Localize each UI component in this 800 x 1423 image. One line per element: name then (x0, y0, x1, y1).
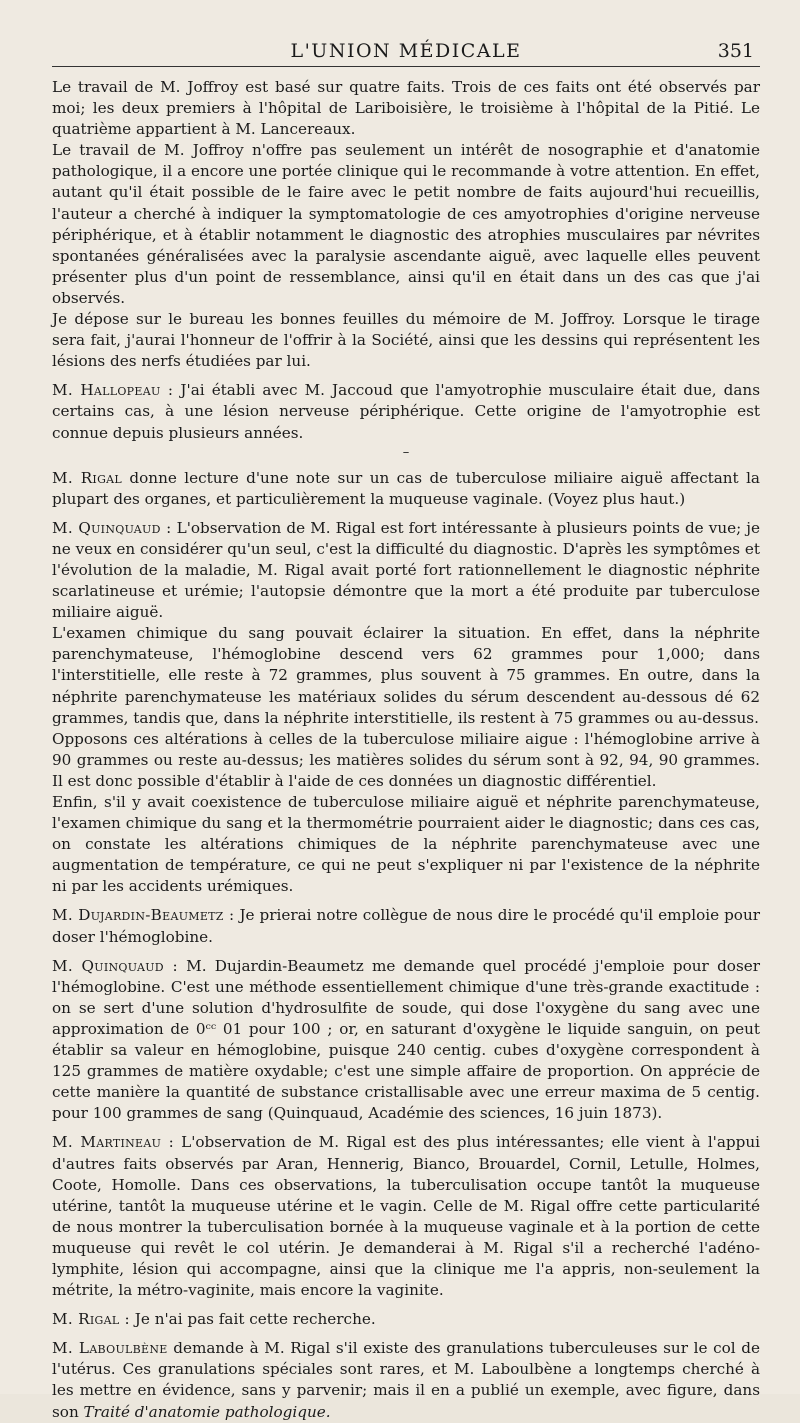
paragraph-text: M. Dujardin-Beaumetz me demande quel procédé j'emploie pour doser l'hémoglobine. C'est une méthode essentiellement chimique d'une très-grande exactitude : on se sert d'une solution d'hydrosulfite de soude, qui dose l'oxygène du sang avec une approximation de 0ᶜᶜ 01 pour 100 ; or, en saturant d'oxygène le liquide sanguin, on peut établir sa valeur en hémoglobine, puisque 240 centig. cubes d'oxygène correspondent à 125 grammes de matière oxydable; c'est une simple affaire de proportion. On apprécie de cette manière la quantité de substance cristallisable avec une erreur maxima de 5 centig. pour 100 grammes de sang (Quinquaud, Académie des sciences, 16 juin 1873). (52, 956, 760, 1123)
speaker-name: M. Hallopeau : (52, 381, 174, 400)
paragraph (52, 309, 760, 372)
speaker-name: M. Rigal (52, 468, 123, 487)
paragraph-text: Je prierai notre collègue de nous dire le procédé qu'il emploie pour doser l'hémoglobine. (52, 906, 760, 946)
body-text (52, 77, 760, 1423)
paragraph (52, 905, 760, 947)
paragraph-text: Le travail de M. Joffroy est basé sur quatre faits. Trois de ces faits ont été observés par moi; les deux premiers à l'hôpital de Lariboisière, le troisième à l'hôpital de la Pitié. Le quatrième appartient à M. Lancereaux. (52, 78, 760, 139)
paragraph (52, 956, 760, 1125)
book-title: Traité d'anatomie pathologique. (83, 1402, 331, 1421)
paragraph-text: Je dépose sur le bureau les bonnes feuilles du mémoire de M. Joffroy. Lorsque le tirage sera fait, j'aurai l'honneur de l'offrir à la Société, ainsi que les dessins qui représentent les lésions des nerfs étudiées par lui. (52, 310, 760, 371)
paragraph (52, 518, 760, 623)
paragraph-text: Le travail de M. Joffroy n'offre pas seulement un intérêt de nosographie et d'anatomie pathologique, il a encore une portée clinique qui le recommande à votre attention. En effet, autant qu'il était possible de le faire avec le petit nombre de faits aujourd'hui recueillis, l'auteur a cherché à indiquer la symptomatologie de ces amyotrophies d'origine nerveuse périphérique, et à établir notamment le diagnostic des atrophies musculaires par névrites spontanées généralisées avec la paralysie ascendante aiguë, avec laquelle elles peuvent présenter plus d'un point de ressemblance, ainsi qu'il en était dans un des cas que j'ai observés. (52, 141, 760, 307)
speaker-name: M. Laboulbène (52, 1339, 168, 1358)
paragraph-text: Enfin, s'il y avait coexistence de tuberculose miliaire aiguë et néphrite parenchymateuse, l'examen chimique du sang et la thermométrie pourraient aider le diagnostic; dans ces cas, on constate les altérations chimiques de la néphrite parenchymateuse avec une augmentation de température, ce qui ne peut s'expliquer ni par l'existence de la néphrite ni par les accidents urémiques. (52, 793, 760, 896)
paragraph (52, 1132, 760, 1301)
running-header (52, 22, 760, 67)
paragraph (52, 729, 760, 792)
speaker-name: M. Martineau : (52, 1133, 175, 1152)
speaker-name: M. Quinquaud : (52, 956, 178, 975)
paragraph-text: Je n'ai pas fait cette recherche. (129, 1310, 376, 1329)
paragraph-text: Opposons ces altérations à celles de la tuberculose miliaire aigue : l'hémoglobine arrive à 90 grammes ou reste au-dessus; les matières solides du sérum sont à 92, 94, 90 grammes. Il est donc possible d'établir à l'aide de ces données un diagnostic différentiel. (52, 729, 760, 790)
paragraph (52, 1338, 760, 1422)
speaker-name: M. Quinquaud : (52, 518, 172, 537)
journal-title: L'UNION MÉDICALE (290, 40, 522, 62)
separator-dash: – (402, 444, 410, 460)
paragraph-text: donne lecture d'une note sur un cas de tuberculose miliaire aiguë affectant la plupart des organes, et particulièrement la muqueuse vaginale. (Voyez plus haut.) (52, 468, 760, 508)
page-number: 351 (717, 40, 754, 62)
paragraph (52, 380, 760, 443)
paragraph (52, 140, 760, 309)
speaker-name: M. Rigal : (52, 1310, 130, 1329)
paragraph (52, 77, 760, 140)
speaker-name: M. Dujardin-Beaumetz : (52, 906, 235, 925)
paragraph-text: J'ai établi avec M. Jaccoud que l'amyotrophie musculaire était due, dans certains cas, à une lésion nerveuse périphérique. Cette origine de l'amyotrophie est connue depuis plusieurs années. (52, 381, 761, 442)
paragraph-text: L'examen chimique du sang pouvait éclairer la situation. En effet, dans la néphrite parenchymateuse, l'hémoglobine descend vers 62 grammes pour 1,000; dans l'interstitielle, elle reste à 72 grammes, plus souvent à 75 grammes. En outre, dans la néphrite parenchymateuse les matériaux solides du sérum descendent au-dessous dé 62 grammes, tandis que, dans la néphrite interstitielle, ils restent à 75 grammes ou au-dessus. (52, 624, 760, 727)
paragraph (52, 468, 760, 510)
paragraph (52, 623, 760, 728)
paragraph-text: L'observation de M. Rigal est fort intéressante à plusieurs points de vue; je ne veux en considérer qu'un seul, c'est la difficulté du diagnostic. D'après les symptômes et l'évolution de la maladie, M. Rigal avait porté fort rationnellement le diagnostic néphrite scarlatineuse et urémie; l'autopsie démontre que la mort a été produite par tuberculose miliaire aiguë. (52, 518, 760, 622)
paragraph (52, 1309, 760, 1330)
paragraph-text: demande à M. Rigal s'il existe des granulations tuberculeuses sur le col de l'utérus. Ces granulations spéciales sont rares, et M. Laboulbène a longtemps cherché à les mettre en évidence, sans y parvenir; mais il en a publié un exemple, avec figure, dans son (52, 1339, 760, 1421)
paragraph-text: L'observation de M. Rigal est des plus intéressantes; elle vient à l'appui d'autres faits observés par Aran, Hennerig, Bianco, Brouardel, Cornil, Letulle, Holmes, Coote, Homolle. Dans ces observations, la tuberculisation occupe tantôt la muqueuse utérine, tantôt la muqueuse utérine et le vagin. Celle de M. Rigal offre cette particularité de nous montrer la tuberculisation bornée à la muqueuse vaginale et à la portion de cette muqueuse qui revêt le col utérin. Je demanderai à M. Rigal s'il a recherché l'adéno-lymphite, lésion qui accompagne, ainsi que la clinique me l'a appris, non-seulement la métrite, la métro-vaginite, mais encore la vaginite. (52, 1133, 760, 1300)
paragraph (52, 792, 760, 897)
